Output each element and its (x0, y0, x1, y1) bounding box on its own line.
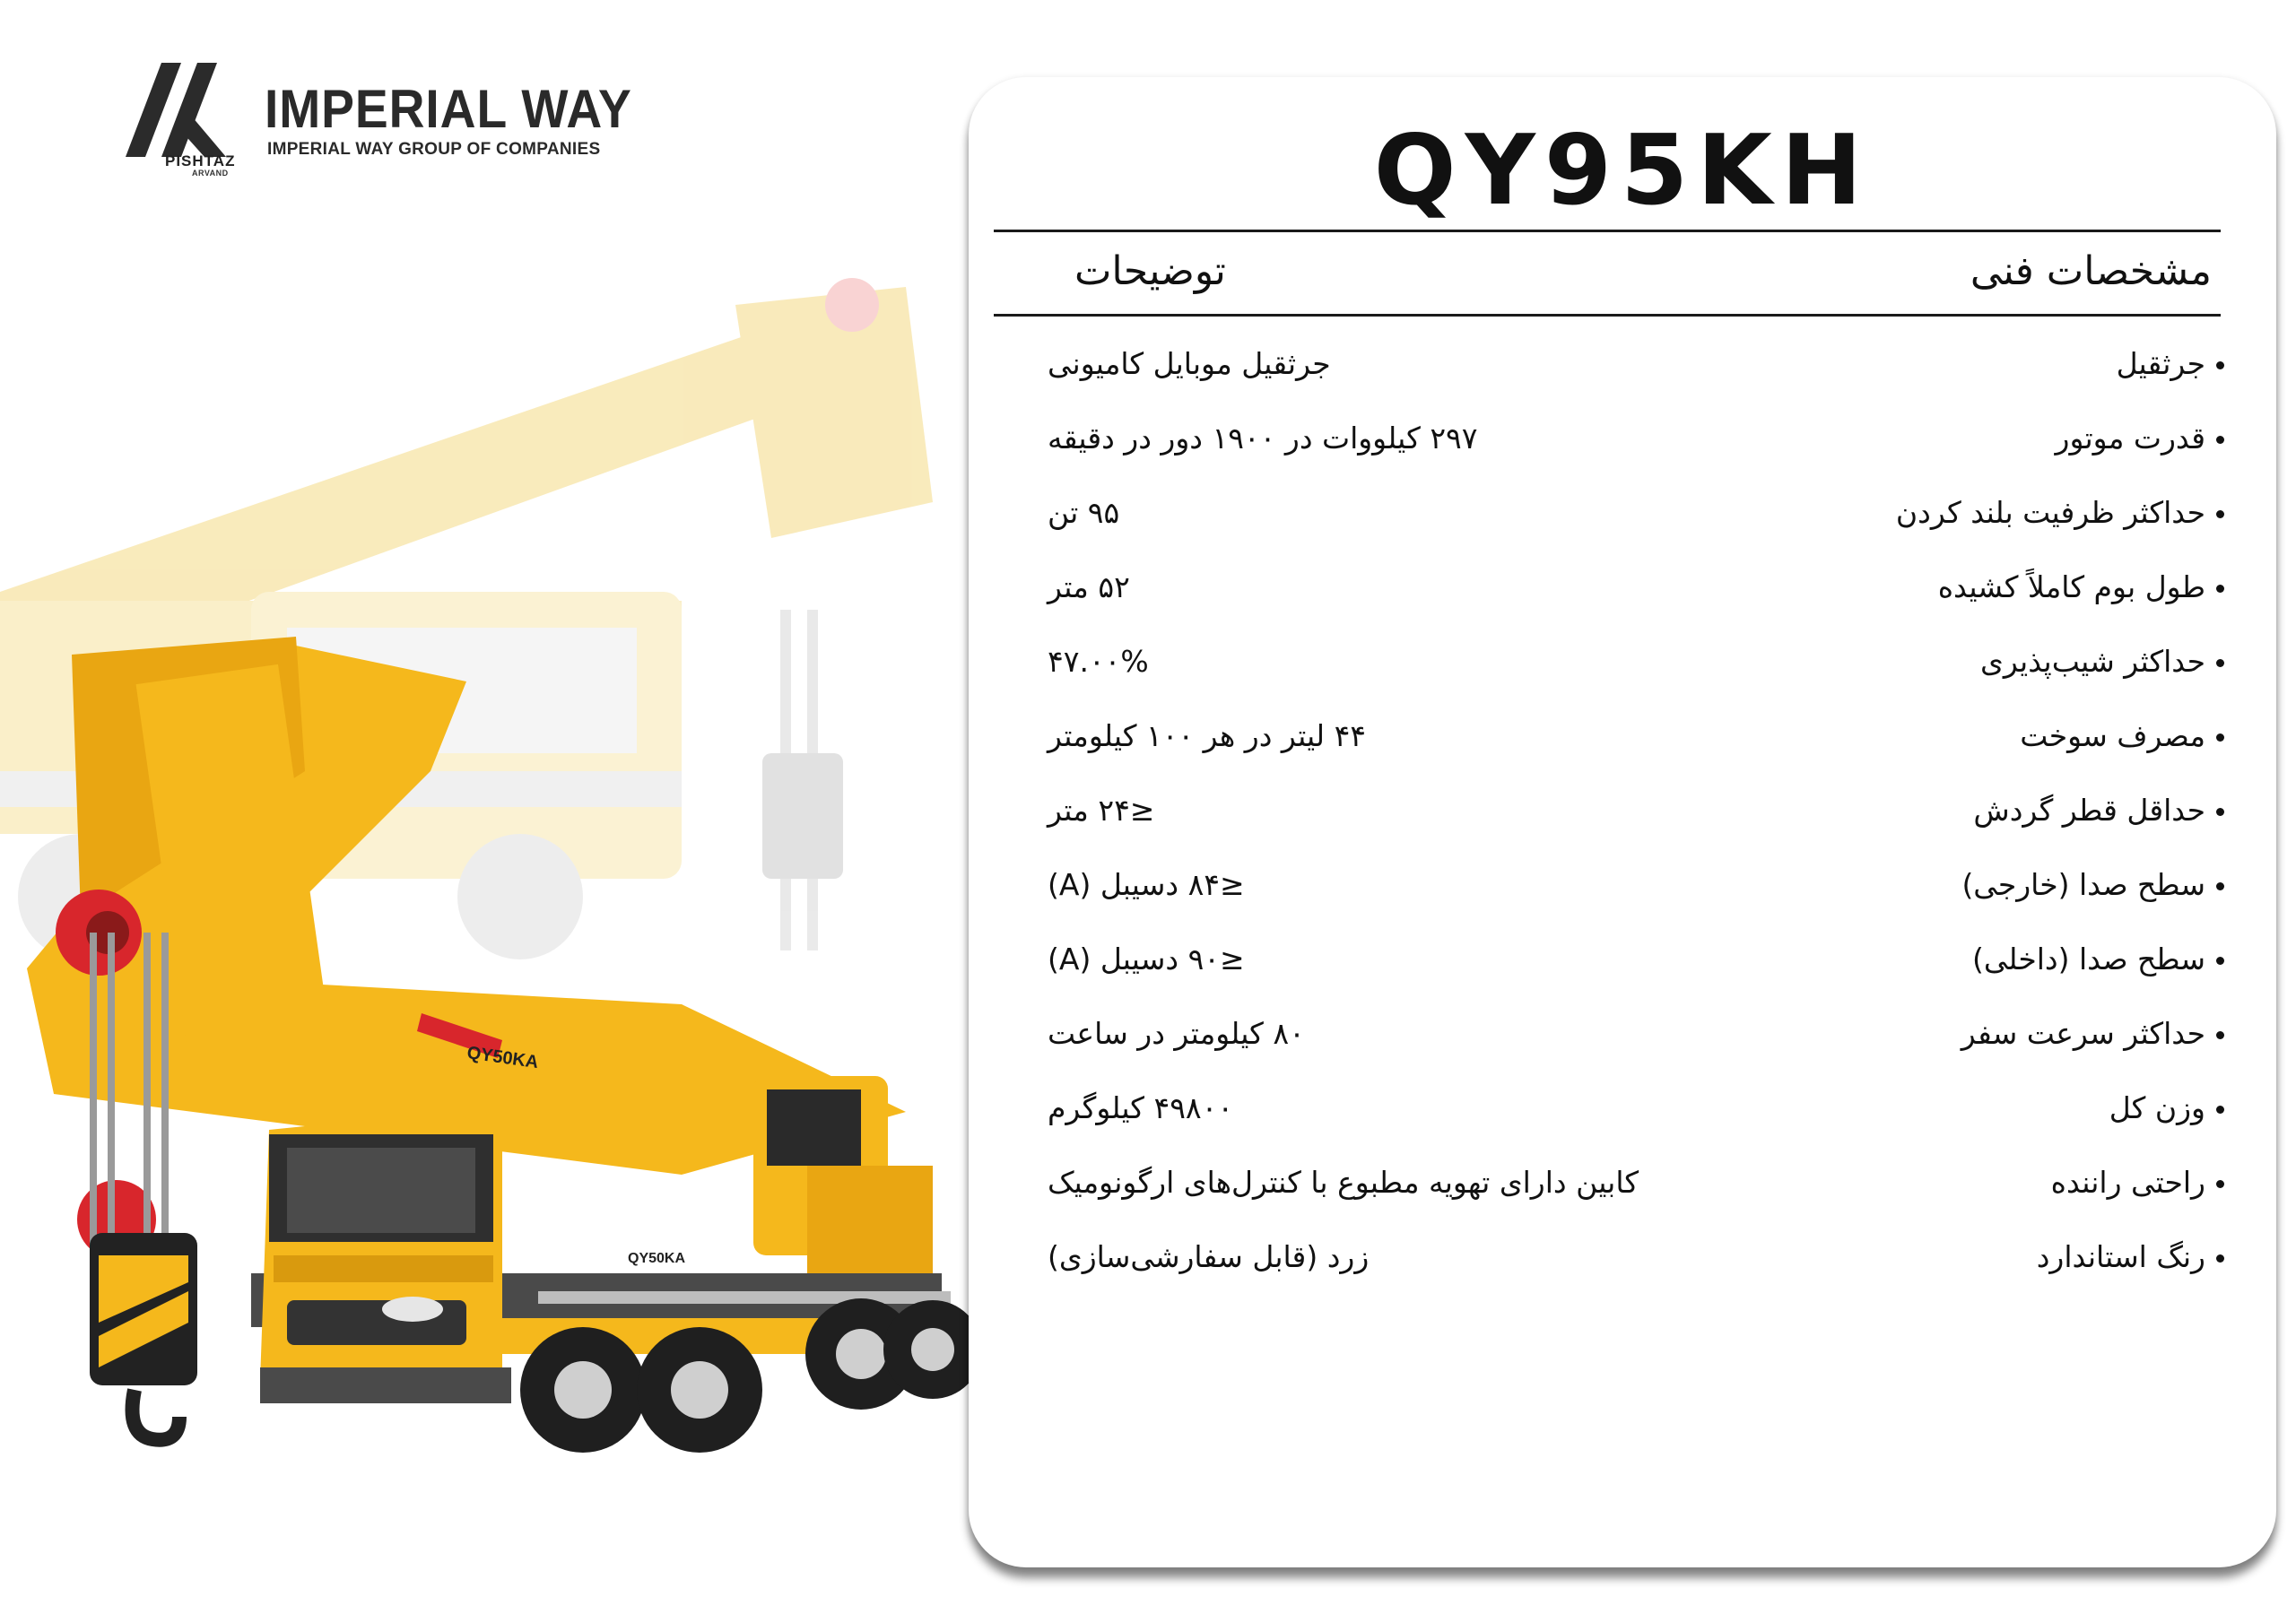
spec-row (969, 569, 2276, 644)
spec-value: کابین دارای تهویه مطبوع با کنترل‌های ارگونومیک (1048, 1165, 1639, 1200)
spec-value: ۸۰ کیلومتر در ساعت (1048, 1016, 1305, 1051)
company-logo (126, 63, 632, 178)
spec-label: سطح صدا (خارجی) (1961, 867, 2205, 902)
spec-value: ۴۹۸۰۰ کیلوگرم (1048, 1090, 1234, 1125)
spec-value: ۹۵ تن (1048, 495, 1120, 530)
logo-mark-text: PISHTAZ (165, 152, 236, 169)
spec-label: قدرت موتور (2055, 421, 2205, 456)
bullet-icon (2216, 585, 2224, 593)
spec-value: ۲۹۷ کیلووات در ۱۹۰۰ دور در دقیقه (1048, 421, 1478, 456)
spec-row (969, 644, 2276, 718)
spec-row (969, 495, 2276, 569)
spec-value: ۴۷.۰۰% (1048, 644, 1149, 679)
spec-label: جرثقیل (2116, 346, 2205, 381)
bullet-icon (2216, 957, 2224, 965)
bullet-icon (2216, 1254, 2224, 1263)
bullet-icon (2216, 659, 2224, 667)
spec-label: رنگ استاندارد (2036, 1239, 2205, 1274)
spec-row (969, 1016, 2276, 1090)
logo-mark-subtext: ARVAND (192, 169, 229, 178)
spec-label: سطح صدا (داخلی) (1972, 942, 2205, 976)
spec-row (969, 867, 2276, 942)
spec-row (969, 421, 2276, 495)
spec-value: جرثقیل موبایل کامیونی (1048, 346, 1331, 381)
brand-name: IMPERIAL WAY (265, 79, 632, 139)
spec-value: زرد (قابل سفارشی‌سازی) (1048, 1239, 1370, 1274)
crane-truck-illustration (0, 269, 969, 1453)
spec-row (969, 1090, 2276, 1165)
bullet-icon (2216, 510, 2224, 518)
bullet-icon (2216, 808, 2224, 816)
spec-row (969, 1239, 2276, 1314)
model-title: QY95KH (1373, 115, 1872, 227)
spec-row (969, 346, 2276, 421)
spec-value: ≤۲۴ متر (1048, 793, 1155, 828)
spec-label: حداکثر سرعت سفر (1961, 1016, 2205, 1051)
bullet-icon (2216, 436, 2224, 444)
spec-value: ۴۴ لیتر در هر ۱۰۰ کیلومتر (1048, 718, 1367, 753)
bullet-icon (2216, 1031, 2224, 1039)
spec-label: حداقل قطر گردش (1973, 793, 2205, 828)
spec-label: حداکثر شیب‌پذیری (1980, 644, 2205, 679)
spec-table (969, 346, 2276, 1314)
header-descriptions: توضیحات (1074, 248, 1226, 294)
spec-value: ≤۹۰ دسیبل (A) (1048, 942, 1245, 976)
header-specifications: مشخصات فنی (1970, 248, 2212, 294)
spec-value: ≤۸۴ دسیبل (A) (1048, 867, 1245, 902)
spec-label: راحتی راننده (2050, 1165, 2205, 1200)
pishtaz-logo-icon (126, 63, 226, 163)
bullet-icon (2216, 733, 2224, 742)
spec-label: وزن کل (2109, 1090, 2205, 1125)
header-bottom-rule (994, 314, 2221, 317)
bullet-icon (2216, 882, 2224, 890)
spec-row (969, 718, 2276, 793)
spec-row (969, 1165, 2276, 1239)
bullet-icon (2216, 1106, 2224, 1114)
spec-label: حداکثر ظرفیت بلند کردن (1895, 495, 2205, 530)
spec-row (969, 942, 2276, 1016)
spec-label: مصرف سوخت (2020, 718, 2205, 753)
crane-label-chassis: QY50KA (628, 1251, 686, 1266)
specification-card (969, 77, 2276, 1567)
spec-value: ۵۲ متر (1048, 569, 1130, 604)
bullet-icon (2216, 1180, 2224, 1188)
bullet-icon (2216, 361, 2224, 369)
spec-label: طول بوم کاملاً کشیده (1937, 569, 2205, 604)
spec-row (969, 793, 2276, 867)
crane-label-boom: QY50KA (465, 1043, 540, 1073)
brand-tagline: IMPERIAL WAY GROUP OF COMPANIES (267, 140, 601, 159)
